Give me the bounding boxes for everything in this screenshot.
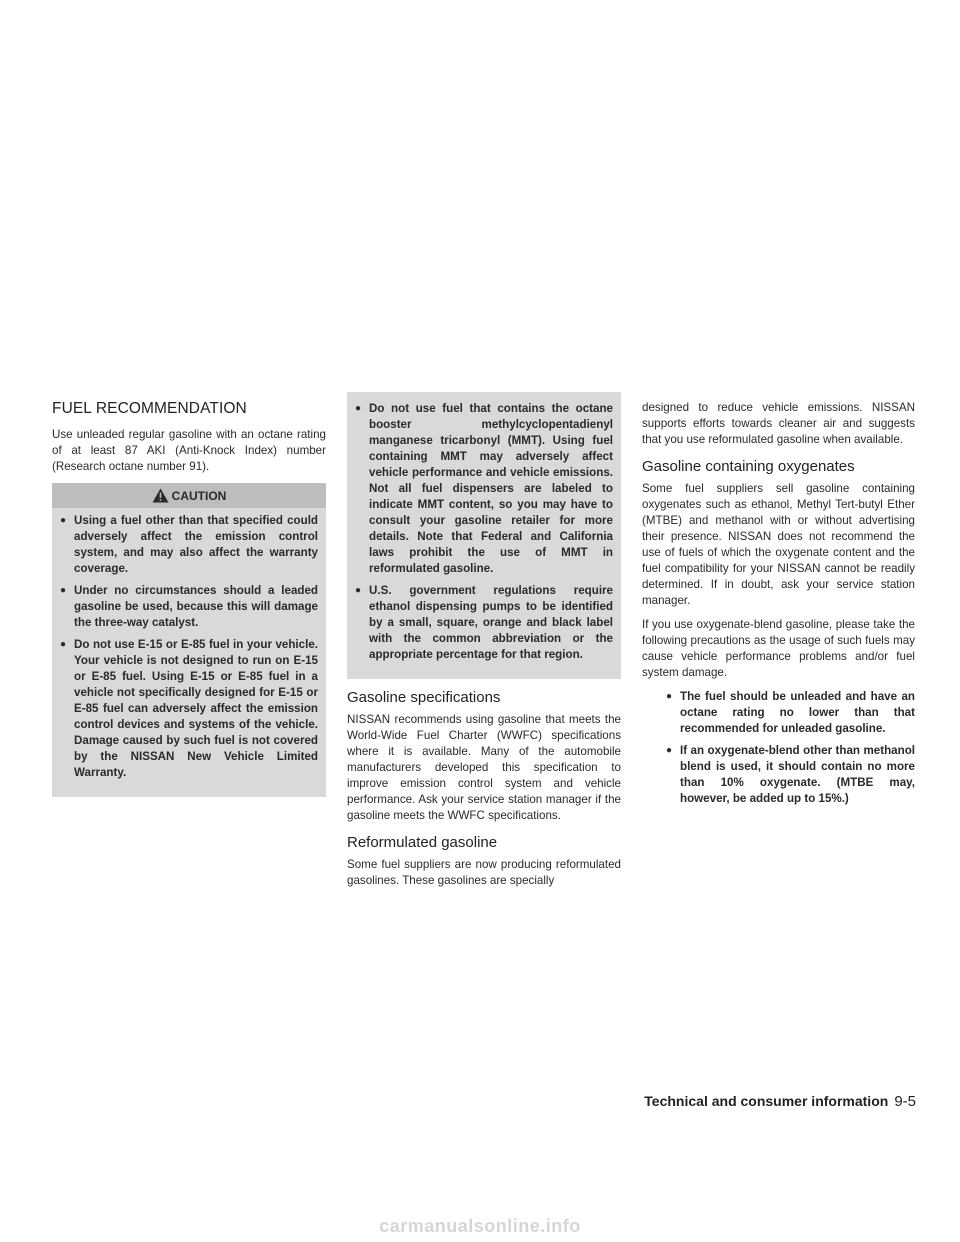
warning-triangle-icon	[152, 488, 169, 503]
specifications-paragraph: NISSAN recommends using gasoline that meets the World-Wide Fuel Charter (WWFC) specifications where it is available. Many of the automobile manufacturers developed this specification to improve emission control system and vehicle performance. Ask your service station manager if the gasoline meets the WWFC specifications.	[347, 713, 621, 822]
caution-item: ● U.S. government regulations require ethanol dispensing pumps to be identified by a small, square, orange and black label with the common abbreviation or the appropriate percentage for that region.	[355, 583, 613, 663]
reformulated-paragraph-cont: designed to reduce vehicle emissions. NISSAN supports efforts towards cleaner air and suggests that you use reformulated gasoline when available.	[642, 401, 915, 446]
caution-box-continued	[347, 392, 621, 679]
page-number: 9-5	[894, 1093, 916, 1110]
intro-paragraph: Use unleaded regular gasoline with an octane rating of at least 87 AKI (Anti-Knock Index) number (Research octane number 91).	[52, 428, 326, 473]
oxygenates-item: ● The fuel should be unleaded and have an octane rating no lower than that recommended for unleaded gasoline.	[666, 689, 915, 737]
oxygenates-item: ● If an oxygenate-blend other than methanol blend is used, it should contain no more than 10% oxygenate. (MTBE may, however, be added up to 15%.)	[666, 743, 915, 807]
oxygenates-paragraph: Some fuel suppliers sell gasoline containing oxygenates such as ethanol, Methyl Tert-butyl Ether (MTBE) and methanol with or without advertising their presence. NISSAN does not recommend the use of fuels of which the oxygenate content and the fuel compatibility for your NISSAN cannot be readily determined. If in doubt, ask your service station manager.	[642, 482, 915, 607]
subheading-oxygenates: Gasoline containing oxygenates	[642, 458, 855, 475]
column-3	[642, 400, 915, 813]
watermark: carmanualsonline.info	[379, 1216, 581, 1236]
caution-list	[347, 396, 621, 663]
caution-label: CAUTION	[171, 488, 227, 503]
column-2	[347, 400, 621, 897]
page-footer	[644, 1093, 916, 1110]
caution-list	[52, 508, 326, 781]
caution-item: ● Do not use fuel that contains the octane booster methylcyclopentadienyl manganese tricarbonyl (MMT). Using fuel containing MMT may adversely affect vehicle performance and vehicle emissions. Not all fuel dispensers are labeled to indicate MMT content, so you may have to consult your gasoline retailer for more details. Note that Federal and California laws prohibit the use of MMT in reformulated gasoline.	[355, 401, 613, 577]
reformulated-paragraph: Some fuel suppliers are now producing reformulated gasolines. These gasolines are specially	[347, 858, 621, 887]
caution-header	[52, 483, 326, 508]
caution-box	[52, 483, 326, 797]
caution-item: ● Do not use E-15 or E-85 fuel in your vehicle. Your vehicle is not designed to run on E-15 or E-85 fuel. Using E-15 or E-85 fuel in a vehicle not specifically designed for E-15 or E-85 fuel can adversely affect the emission control devices and systems of the vehicle. Damage caused by such fuel is not covered by the NISSAN New Vehicle Limited Warranty.	[60, 637, 318, 781]
footer-section-name: Technical and consumer information	[644, 1093, 889, 1109]
subheading-reformulated: Reformulated gasoline	[347, 834, 498, 851]
oxygenates-precautions: If you use oxygenate-blend gasoline, please take the following precautions as the usage of such fuels may cause vehicle performance problems and/or fuel system damage.	[642, 618, 915, 679]
subheading-specifications: Gasoline specifications	[347, 689, 501, 706]
section-title: FUEL RECOMMENDATION	[52, 400, 247, 417]
caution-item: ● Under no circumstances should a leaded gasoline be used, because this will damage the three-way catalyst.	[60, 583, 318, 631]
oxygenates-list	[642, 689, 915, 807]
caution-item: ● Using a fuel other than that specified could adversely affect the emission control system, and may also affect the warranty coverage.	[60, 513, 318, 577]
column-1	[52, 400, 326, 797]
